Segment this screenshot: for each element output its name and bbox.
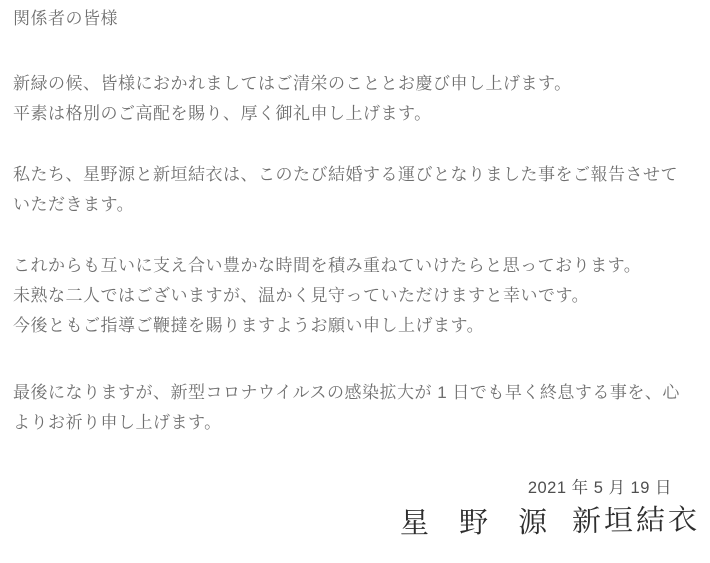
paragraph-future-wishes (13, 251, 692, 341)
paragraph-line: よりお祈り申し上げます。 (13, 413, 222, 432)
paragraph-line: 私たち、星野源と新垣結衣は、このたび結婚する運びとなりました事をご報告させて (13, 165, 678, 184)
date-line: 2021 年 5 月 19 日 (527, 479, 672, 497)
paragraph-closing (13, 378, 692, 438)
signature-name-aragaki-yui: 新垣結衣 (571, 504, 701, 538)
paragraph-line: 未熟な二人ではございますが、温かく見守っていただけますと幸いです。 (13, 286, 590, 305)
paragraph-line: 平素は格別のご高配を賜り、厚く御礼申し上げます。 (13, 104, 432, 123)
paragraph-line: 今後ともご指導ご鞭撻を賜りますようお願い申し上げます。 (13, 316, 485, 335)
salutation: 関係者の皆様 (13, 9, 118, 28)
paragraph-line: 最後になりますが、新型コロナウイルスの感染拡大が 1 日でも早く終息する事を、心 (13, 383, 680, 402)
paragraph-marriage-report (13, 160, 692, 220)
paragraph-greeting (13, 69, 692, 129)
paragraph-line: いただきます。 (13, 195, 135, 214)
signature-name-hoshino-gen: 星 野 源 (399, 506, 559, 540)
signature (13, 500, 700, 550)
paragraph-line: これからも互いに支え合い豊かな時間を積み重ねていけたらと思っております。 (13, 256, 642, 275)
paragraph-line: 新緑の候、皆様におかれましてはご清栄のこととお慶び申し上げます。 (13, 74, 572, 93)
